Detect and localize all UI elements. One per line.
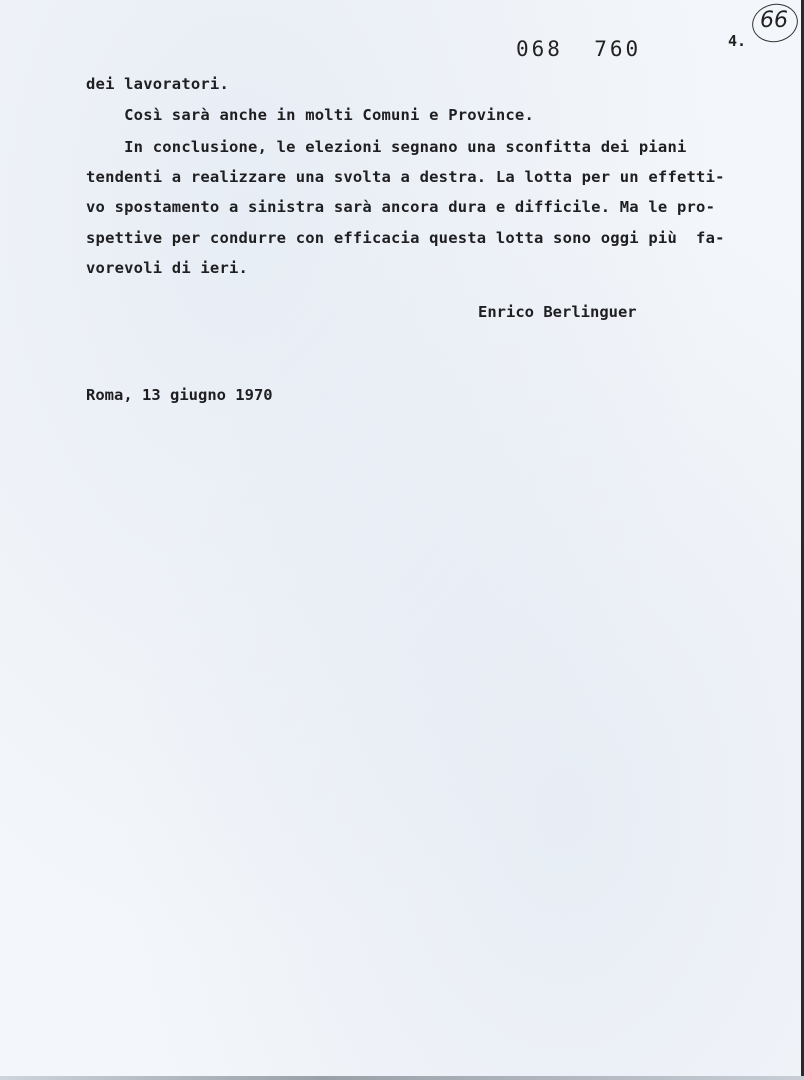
dateline: Roma, 13 giugno 1970 xyxy=(86,386,273,404)
page-number: 4. xyxy=(728,32,747,50)
text-line: vorevoli di ieri. xyxy=(86,259,249,277)
text-line: dei lavoratori. xyxy=(86,75,229,93)
text-line: vo spostamento a sinistra sarà ancora dura e difficile. Ma le pro- xyxy=(86,198,716,216)
archive-number: 068 760 xyxy=(516,37,642,61)
text-line: In conclusione, le elezioni segnano una sconfitta dei piani xyxy=(86,138,687,156)
signature: Enrico Berlinguer xyxy=(478,303,637,321)
text-line: Così sarà anche in molti Comuni e Province. xyxy=(86,106,534,124)
scan-edge-bottom xyxy=(0,1076,804,1080)
handwritten-number: 66 xyxy=(760,8,788,33)
text-line: spettive per condurre con efficacia questa lotta sono oggi più fa- xyxy=(86,229,725,247)
text-line: tendenti a realizzare una svolta a destra. La lotta per un effetti- xyxy=(86,168,725,186)
